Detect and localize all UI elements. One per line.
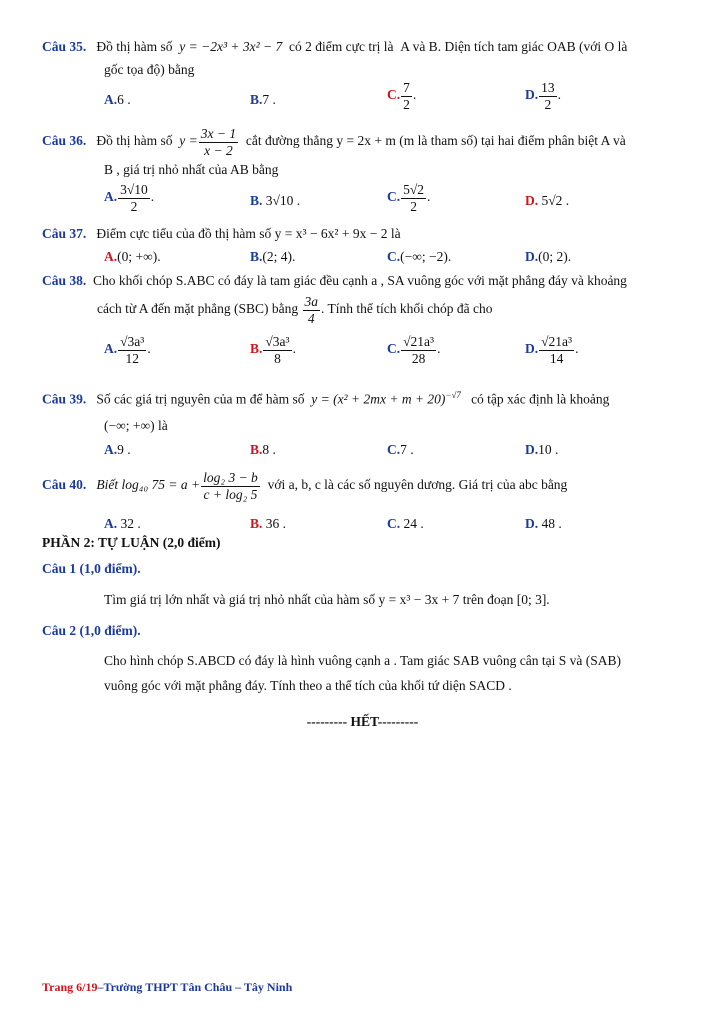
q40-option-d[interactable] bbox=[525, 516, 562, 532]
question-36-fraction-den: x − 2 bbox=[204, 142, 233, 158]
q35-option-c-den: 2 bbox=[403, 96, 410, 112]
q37-option-a-label: A. bbox=[104, 249, 118, 264]
q40-option-c-value: 24 . bbox=[403, 516, 424, 531]
question-35-text-c: A và B. Diện tích tam giác OAB (với O là bbox=[400, 39, 628, 54]
q38-option-d-num: √21a³ bbox=[541, 334, 573, 349]
q37-option-c[interactable] bbox=[387, 249, 451, 265]
q39-option-b-label: B. bbox=[250, 442, 263, 457]
q39-option-d-label: D. bbox=[525, 442, 539, 457]
q40-option-b-label: B. bbox=[250, 516, 263, 531]
q38-option-b-num: √3a³ bbox=[265, 334, 290, 349]
question-37-line-1 bbox=[42, 226, 401, 242]
question-35-text-a: Đồ thị hàm số bbox=[96, 39, 173, 54]
q35-option-b-value: 7 . bbox=[262, 92, 276, 107]
q38-option-d-label: D. bbox=[525, 341, 539, 357]
question-40-fraction-den: c + log₂ 5 bbox=[203, 486, 258, 502]
question-36-line-1: Câu 36. Đồ thị hàm số y = $\frac{3x - 1}{x - 2}$ cắt đường thẳng y = 2x + m (m là tham số) tại hai điểm phân biệt A và bbox=[42, 126, 626, 158]
question-38-line-2 bbox=[97, 294, 493, 326]
q36-option-b-label: B. bbox=[250, 193, 263, 208]
q38-option-b-den: 8 bbox=[274, 350, 281, 366]
q39-option-c[interactable] bbox=[387, 442, 414, 458]
q40-option-b[interactable] bbox=[250, 516, 286, 532]
footer-page-number: Trang 6/19 bbox=[42, 980, 98, 994]
q40-option-d-value: 48 . bbox=[541, 516, 562, 531]
question-36-fraction-num: 3x − 1 bbox=[200, 126, 237, 141]
q38-option-a-num: √3a³ bbox=[120, 334, 145, 349]
question-40-label: Câu 40. bbox=[42, 477, 87, 493]
part2-question-2-text-b: vuông góc với mặt phẳng đáy. Tính theo a thể tích của khối tứ diện SACD . bbox=[104, 678, 512, 693]
q35-option-b-label: B. bbox=[250, 92, 263, 107]
question-38-label: Câu 38. bbox=[42, 273, 87, 288]
question-35-line-1 bbox=[42, 39, 627, 55]
q35-option-c[interactable]: C. $\frac{7}{2}$ . bbox=[387, 80, 417, 112]
question-36-label: Câu 36. bbox=[42, 133, 87, 149]
q35-option-a-label: A. bbox=[104, 92, 118, 107]
q39-option-c-value: 7 . bbox=[400, 442, 414, 457]
q38-option-c-num: √21a³ bbox=[403, 334, 435, 349]
q40-option-a-label: A. bbox=[104, 516, 118, 531]
q38-option-b-label: B. bbox=[250, 341, 263, 357]
question-38-text-a: Cho khối chóp S.ABC có đáy là tam giác đều cạnh a , SA vuông góc với mặt phẳng đáy và khoảng bbox=[93, 273, 627, 288]
q36-option-b[interactable] bbox=[250, 193, 300, 209]
question-36-text-c: B , giá trị nhỏ nhất của AB bằng bbox=[104, 162, 279, 177]
question-38-fraction-den: 4 bbox=[307, 310, 315, 326]
question-40-line-1 bbox=[42, 470, 567, 502]
part2-heading: PHẦN 2: TỰ LUẬN (2,0 điểm) bbox=[42, 535, 221, 550]
q40-option-a[interactable] bbox=[104, 516, 141, 532]
q36-option-b-value: 3√10 . bbox=[265, 193, 301, 208]
q37-option-a[interactable] bbox=[104, 249, 161, 265]
q37-option-d-label: D. bbox=[525, 249, 539, 264]
footer-school: –Trường THPT Tân Châu – Tây Ninh bbox=[97, 980, 293, 994]
q39-option-a-value: 9 . bbox=[117, 442, 131, 457]
q40-option-a-value: 32 . bbox=[120, 516, 141, 531]
question-39-line-2 bbox=[104, 418, 168, 434]
q39-option-d[interactable] bbox=[525, 442, 558, 458]
q36-option-c-num: 5√2 bbox=[403, 182, 425, 197]
q38-option-d-den: 14 bbox=[549, 350, 564, 366]
question-39-line-1 bbox=[42, 390, 609, 408]
q36-option-c-den: 2 bbox=[410, 198, 417, 214]
question-40-text-b: với a, b, c là các số nguyên dương. Giá trị của abc bằng bbox=[267, 477, 568, 493]
q38-option-b[interactable]: B. $\frac{\text{√3a³}}{8}$ . bbox=[250, 334, 296, 366]
q35-option-d-num: 13 bbox=[541, 80, 555, 95]
q40-option-c-label: C. bbox=[387, 516, 401, 531]
q39-option-d-value: 10 . bbox=[538, 442, 559, 457]
q36-option-d-value: 5√2 . bbox=[541, 193, 570, 208]
question-36-text-a: Đồ thị hàm số bbox=[96, 133, 173, 149]
question-35-text-d: gốc tọa độ) bằng bbox=[104, 62, 195, 77]
q39-option-a[interactable] bbox=[104, 442, 131, 458]
q37-option-d-value: (0; 2). bbox=[538, 249, 572, 264]
question-37-text: Điểm cực tiểu của đồ thị hàm số y = x³ − 6x² + 9x − 2 là bbox=[96, 226, 401, 241]
question-38-fraction-num: 3a bbox=[304, 294, 319, 309]
q36-option-c[interactable]: C. $\frac{5√2}{2}$ . bbox=[387, 182, 431, 214]
q38-option-a[interactable]: A. $\frac{\text{√3a³}}{12}$ . bbox=[104, 334, 151, 366]
q39-option-a-label: A. bbox=[104, 442, 118, 457]
q36-option-d[interactable] bbox=[525, 193, 569, 209]
q35-option-d-label: D. bbox=[525, 87, 539, 103]
q36-option-d-label: D. bbox=[525, 193, 539, 208]
q37-option-c-value: (−∞; −2). bbox=[400, 249, 452, 264]
q37-option-b-value: (2; 4). bbox=[262, 249, 296, 264]
question-39-text-b: có tập xác định là khoảng bbox=[471, 391, 610, 407]
q38-option-a-den: 12 bbox=[125, 350, 139, 366]
q36-option-a[interactable]: A. $\frac{3√10}{2}$ . bbox=[104, 182, 155, 214]
question-38-line-1 bbox=[42, 273, 627, 289]
part2-question-2-text-a: Cho hình chóp S.ABCD có đáy là hình vuông cạnh a . Tam giác SAB vuông cân tại S và (SAB) bbox=[104, 653, 621, 668]
q36-option-c-label: C. bbox=[387, 189, 401, 205]
question-37-label: Câu 37. bbox=[42, 226, 87, 241]
question-40-fraction-num: log₂ 3 − b bbox=[203, 470, 258, 485]
question-38-text-b: cách từ A đến mặt phẳng (SBC) bằng bbox=[97, 301, 299, 317]
question-35-formula: y = −2x³ + 3x² − 7 bbox=[179, 39, 283, 54]
end-mark: --------- HẾT--------- bbox=[306, 714, 419, 729]
q37-option-c-label: C. bbox=[387, 249, 401, 264]
question-39-label: Câu 39. bbox=[42, 391, 87, 407]
q37-option-a-value: (0; +∞). bbox=[117, 249, 161, 264]
question-39-text-a: Số các giá trị nguyên của m để hàm số bbox=[96, 391, 305, 407]
part2-question-2-label: Câu 2 (1,0 điểm). bbox=[42, 623, 141, 638]
q35-option-b[interactable] bbox=[250, 92, 276, 108]
q38-option-c-label: C. bbox=[387, 341, 401, 357]
question-40-text-a: Biết log₄₀ 75 = a + bbox=[96, 477, 201, 493]
q37-option-d[interactable] bbox=[525, 249, 571, 265]
q36-option-a-den: 2 bbox=[130, 198, 138, 214]
q35-option-a[interactable] bbox=[104, 92, 131, 108]
q39-option-b-value: 8 . bbox=[262, 442, 276, 457]
q35-option-d[interactable]: D. $\frac{13}{2}$ . bbox=[525, 80, 561, 112]
q36-option-a-num: 3√10 bbox=[120, 182, 148, 197]
q35-option-d-den: 2 bbox=[544, 96, 552, 112]
question-36-text-b: cắt đường thẳng y = 2x + m (m là tham số) tại hai điểm phân biệt A và bbox=[245, 133, 626, 149]
part2-question-1-text: Tìm giá trị lớn nhất và giá trị nhỏ nhất của hàm số y = x³ − 3x + 7 trên đoạn [0; 3]. bbox=[104, 592, 550, 607]
q36-option-a-label: A. bbox=[104, 189, 118, 205]
q39-option-c-label: C. bbox=[387, 442, 401, 457]
part2-question-1-label: Câu 1 (1,0 điểm). bbox=[42, 561, 141, 576]
q35-option-c-num: 7 bbox=[403, 80, 410, 95]
question-39-text-c: (−∞; +∞) là bbox=[104, 418, 168, 433]
question-36-line-2 bbox=[104, 162, 278, 178]
q37-option-b[interactable] bbox=[250, 249, 295, 265]
q38-option-c[interactable]: C. $\frac{\text{√21a³}}{28}$ . bbox=[387, 334, 441, 366]
q35-option-a-value: 6 . bbox=[117, 92, 131, 107]
q40-option-c[interactable] bbox=[387, 516, 424, 532]
question-35-line-2 bbox=[104, 62, 194, 78]
q38-option-a-label: A. bbox=[104, 341, 118, 357]
question-35-text-b: có 2 điểm cực trị là bbox=[289, 39, 394, 54]
q40-option-d-label: D. bbox=[525, 516, 539, 531]
q39-option-b[interactable] bbox=[250, 442, 276, 458]
q37-option-b-label: B. bbox=[250, 249, 263, 264]
question-38-text-c: . Tính thể tích khối chóp đã cho bbox=[321, 301, 493, 317]
q38-option-d[interactable]: D. $\frac{\text{√21a³}}{14}$ . bbox=[525, 334, 579, 366]
question-39-exponent: −√7 bbox=[445, 390, 461, 400]
q35-option-c-label: C. bbox=[387, 87, 401, 103]
q40-option-b-value: 36 . bbox=[265, 516, 287, 531]
question-39-formula: y = (x² + 2mx + m + 20) bbox=[311, 391, 446, 407]
page-footer bbox=[42, 980, 292, 995]
q38-option-c-den: 28 bbox=[411, 350, 426, 366]
question-35-label: Câu 35. bbox=[42, 39, 87, 54]
